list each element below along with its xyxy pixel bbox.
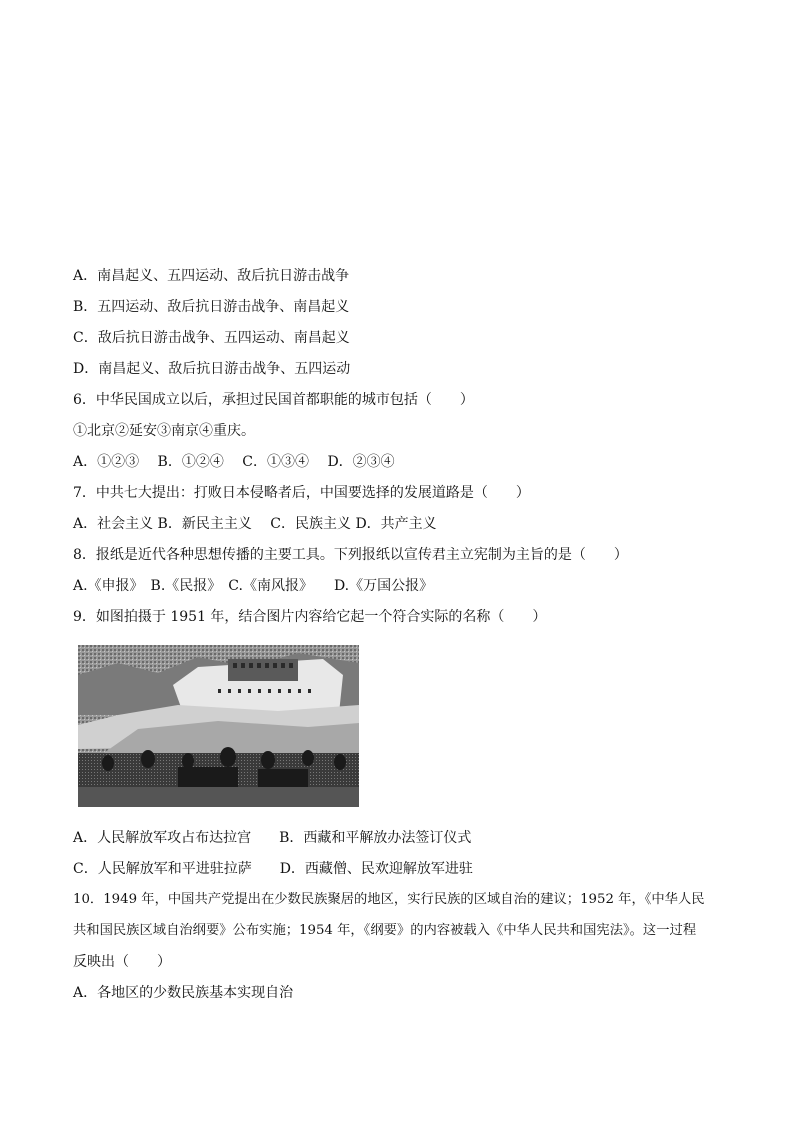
q10-stem-line-1: 10．1949 年，中国共产党提出在少数民族聚居的地区，实行民族的区域自治的建议；1952 年，《中华人民 xyxy=(73,892,705,907)
q10-stem-line-3: 反映出（ ） xyxy=(73,954,171,970)
q5-option-b: B．五四运动、敌后抗日游击战争、南昌起义 xyxy=(73,299,350,315)
q7-options: A．社会主义 B．新民主主义 C．民族主义 D．共产主义 xyxy=(73,516,437,532)
q6-stem: 6．中华民国成立以后，承担过民国首都职能的城市包括（ ） xyxy=(73,392,474,408)
q9-options-line-2: C．人民解放军和平进驻拉萨 D．西藏僧、民欢迎解放军进驻 xyxy=(73,861,473,877)
q5-option-a: A．南昌起义、五四运动、敌后抗日游击战争 xyxy=(73,268,350,284)
q8-options: A.《申报》 B.《民报》 C.《南风报》 D.《万国公报》 xyxy=(73,578,434,594)
q10-option-a: A．各地区的少数民族基本实现自治 xyxy=(73,985,294,1001)
q5-option-d: D．南昌起义、敌后抗日游击战争、五四运动 xyxy=(73,361,351,377)
q9-stem: 9．如图拍摄于 1951 年，结合图片内容给它起一个符合实际的名称（ ） xyxy=(73,609,547,625)
q7-stem: 7．中共七大提出：打败日本侵略者后，中国要选择的发展道路是（ ） xyxy=(73,485,530,501)
q8-stem: 8．报纸是近代各种思想传播的主要工具。下列报纸以宣传君主立宪制为主旨的是（ ） xyxy=(73,547,628,563)
potala-palace-photo xyxy=(78,645,359,807)
q9-options-line-1: A．人民解放军攻占布达拉宫 B．西藏和平解放办法签订仪式 xyxy=(73,830,472,846)
q5-option-c: C．敌后抗日游击战争、五四运动、南昌起义 xyxy=(73,330,350,346)
q6-options: A．①②③ B．①②④ C．①③④ D．②③④ xyxy=(73,454,395,470)
q10-stem-line-2: 共和国民族区域自治纲要》公布实施；1954 年，《纲要》的内容被载入《中华人民共和国宪法》。这一过程 xyxy=(73,923,697,938)
q6-items: ①北京②延安③南京④重庆。 xyxy=(73,423,255,439)
